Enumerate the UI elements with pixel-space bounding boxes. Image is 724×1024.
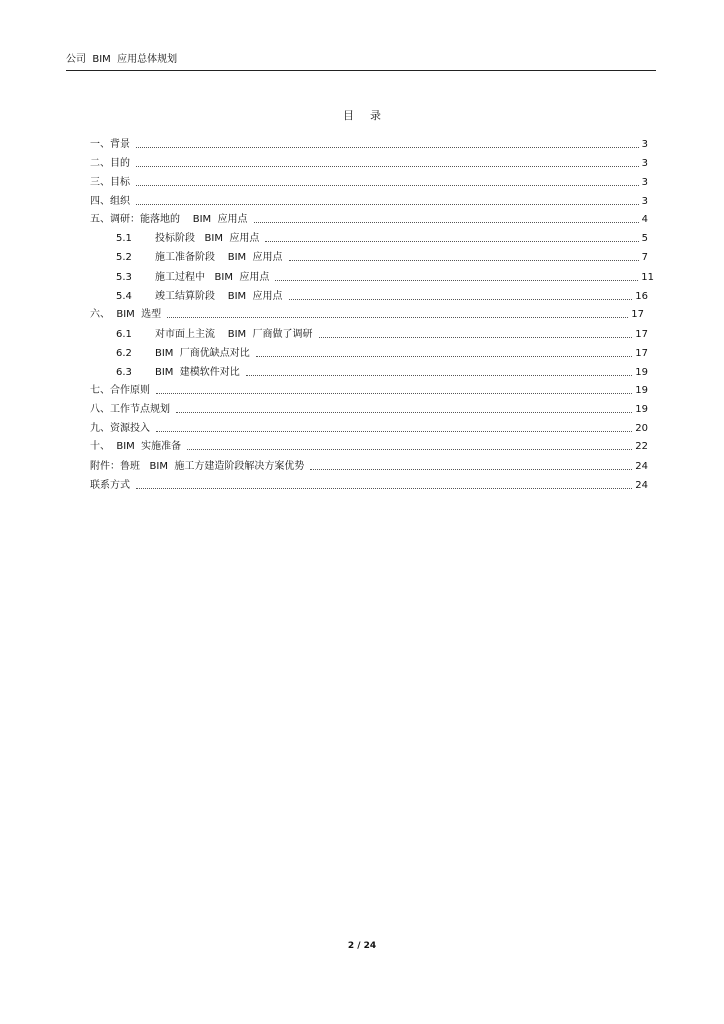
toc-entry[interactable] xyxy=(90,459,648,473)
toc-entry-number: 5.2 xyxy=(116,252,132,263)
toc-entry-page: 19 xyxy=(635,367,648,378)
toc-entry[interactable] xyxy=(90,212,648,226)
toc-leader-dots xyxy=(136,488,632,489)
toc-entry[interactable] xyxy=(90,137,648,151)
toc-leader-dots xyxy=(256,356,632,357)
toc-entry-label: 二、目的 xyxy=(90,158,130,169)
toc-entry[interactable] xyxy=(90,307,644,321)
toc-entry-number: 6.3 xyxy=(116,367,132,378)
toc-leader-dots xyxy=(136,147,639,148)
toc-entry[interactable] xyxy=(116,250,648,264)
page-header xyxy=(66,52,656,71)
toc-entry-number: 6.1 xyxy=(116,329,132,340)
toc-entry-label: 八、工作节点规划 xyxy=(90,404,170,415)
toc-entry-label: BIM 厂商优缺点对比 xyxy=(155,348,250,359)
toc-leader-dots xyxy=(265,241,638,242)
toc-entry-page: 3 xyxy=(641,196,648,207)
toc-leader-dots xyxy=(246,375,632,376)
toc-entry-label: 投标阶段 BIM 应用点 xyxy=(155,233,260,244)
toc-entry-page: 17 xyxy=(635,348,648,359)
toc-entry-label: 施工准备阶段 BIM 应用点 xyxy=(155,252,283,263)
toc-entry[interactable] xyxy=(116,231,648,245)
toc-entry-label: 九、资源投入 xyxy=(90,423,150,434)
toc-entry-number: 5.1 xyxy=(116,233,132,244)
toc-entry-label: 七、合作原则 xyxy=(90,385,150,396)
toc-leader-dots xyxy=(275,280,638,281)
toc-entry-label: 施工过程中 BIM 应用点 xyxy=(155,272,270,283)
toc-entry[interactable] xyxy=(116,365,648,379)
toc-entry-label: 四、组织 xyxy=(90,196,130,207)
toc-entry[interactable] xyxy=(116,327,648,341)
toc-leader-dots xyxy=(136,185,639,186)
toc-entry-page: 17 xyxy=(631,309,644,320)
toc-entry-label: 十、 BIM 实施准备 xyxy=(90,441,182,452)
toc-entry[interactable] xyxy=(90,156,648,170)
toc-leader-dots xyxy=(289,299,633,300)
toc-entry-page: 11 xyxy=(641,272,654,283)
toc-entry-page: 17 xyxy=(635,329,648,340)
toc-entry-page: 3 xyxy=(641,158,648,169)
toc-leader-dots xyxy=(187,449,632,450)
toc-entry-label: 附件：鲁班 BIM 施工方建造阶段解决方案优势 xyxy=(90,461,305,472)
toc-entry[interactable] xyxy=(90,421,648,435)
toc-entry[interactable] xyxy=(90,383,648,397)
toc-leader-dots xyxy=(310,469,632,470)
toc-entry[interactable] xyxy=(116,289,648,303)
toc-entry[interactable] xyxy=(90,439,648,453)
toc-entry-number: 5.4 xyxy=(116,291,132,302)
toc-entry-page: 7 xyxy=(641,252,648,263)
toc-entry-label: 一、背景 xyxy=(90,139,130,150)
toc-leader-dots xyxy=(136,166,639,167)
page-number: 2 / 24 xyxy=(347,941,377,951)
header-title: 公司 BIM 应用总体规划 xyxy=(66,54,178,65)
toc-entry[interactable] xyxy=(90,478,648,492)
toc-leader-dots xyxy=(167,317,628,318)
toc-entry-page: 3 xyxy=(641,177,648,188)
toc-entry-page: 19 xyxy=(635,385,648,396)
toc-entry-label: 六、 BIM 选型 xyxy=(90,309,162,320)
toc-leader-dots xyxy=(319,337,633,338)
toc-entry-label: BIM 建模软件对比 xyxy=(155,367,240,378)
toc-entry-page: 16 xyxy=(635,291,648,302)
toc-entry-label: 联系方式 xyxy=(90,480,130,491)
toc-entry-page: 24 xyxy=(635,480,648,491)
toc-leader-dots xyxy=(156,393,632,394)
toc-entry[interactable] xyxy=(90,402,648,416)
toc-entry-number: 5.3 xyxy=(116,272,132,283)
toc-entry-label: 对市面上主流 BIM 厂商做了调研 xyxy=(155,329,313,340)
toc-entry[interactable] xyxy=(90,175,648,189)
toc-leader-dots xyxy=(136,204,639,205)
toc-entry[interactable] xyxy=(90,194,648,208)
toc-leader-dots xyxy=(156,431,632,432)
toc-entry-page: 24 xyxy=(635,461,648,472)
toc-entry-page: 19 xyxy=(635,404,648,415)
toc-entry-page: 22 xyxy=(635,441,648,452)
toc-heading: 目录 xyxy=(343,109,397,122)
toc-entry[interactable] xyxy=(116,346,648,360)
toc-entry[interactable] xyxy=(116,270,654,284)
toc-entry-page: 20 xyxy=(635,423,648,434)
toc-entry-label: 竣工结算阶段 BIM 应用点 xyxy=(155,291,283,302)
toc-leader-dots xyxy=(176,412,632,413)
toc-entry-page: 3 xyxy=(641,139,648,150)
toc-leader-dots xyxy=(289,260,639,261)
toc-entry-page: 5 xyxy=(641,233,648,244)
toc-entry-number: 6.2 xyxy=(116,348,132,359)
toc-leader-dots xyxy=(254,222,639,223)
toc-entry-page: 4 xyxy=(641,214,648,225)
toc-entry-label: 三、目标 xyxy=(90,177,130,188)
toc-entry-label: 五、调研：能落地的 BIM 应用点 xyxy=(90,214,248,225)
